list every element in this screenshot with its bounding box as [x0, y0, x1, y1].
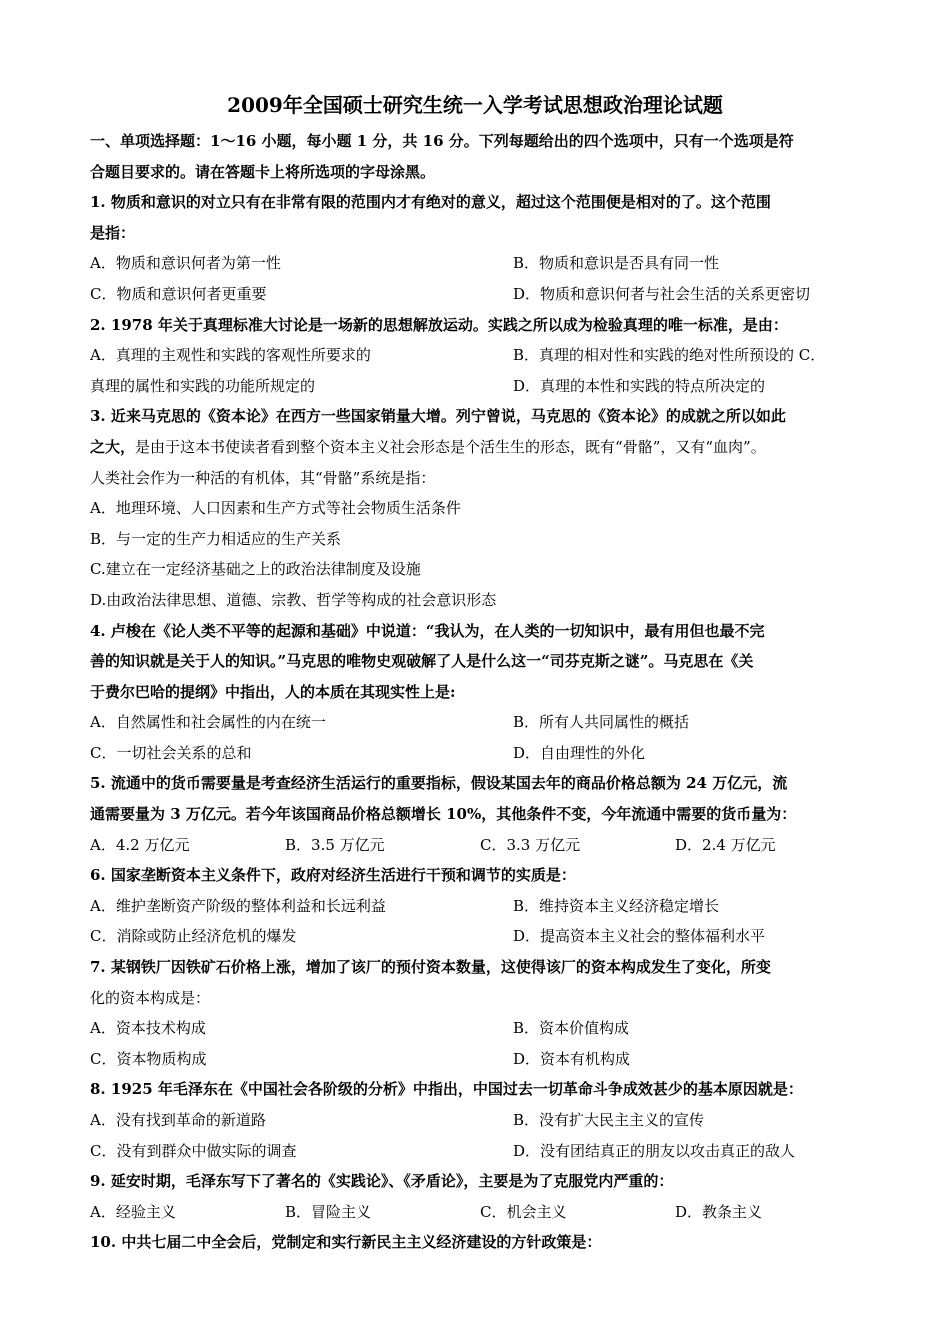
question-7-stem: 7. 某钢铁厂因铁矿石价格上涨，增加了该厂的预付资本数量，这使得该厂的资本构成发生了变化，所变 — [90, 958, 771, 977]
option-b: B．3.5 万亿元 — [285, 835, 385, 854]
option-a: A．维护垄断资产阶级的整体利益和长远利益 — [90, 896, 386, 915]
option-d: D．资本有机构成 — [513, 1049, 631, 1068]
option-c: C．机会主义 — [480, 1202, 567, 1221]
question-7-stem-cont: 化的资本构成是： — [90, 988, 211, 1007]
option-d: D．提高资本主义社会的整体福利水平 — [513, 927, 766, 946]
option-a: A．没有找到革命的新道路 — [90, 1111, 266, 1129]
question-3-stem: 3. 近来马克思的《资本论》在西方一些国家销量大增。列宁曾说，马克思的《资本论》的成就之所以如此 — [90, 407, 786, 426]
question-6-stem: 6. 国家垄断资本主义条件下，政府对经济生活进行干预和调节的实质是： — [90, 866, 576, 885]
option-b: B．与一定的生产力相适应的生产关系 — [90, 529, 342, 548]
option-b: B．维持资本主义经济稳定增长 — [513, 896, 720, 915]
option-d: D.由政治法律思想、道德、宗教、哲学等构成的社会意识形态 — [90, 590, 497, 609]
question-3-stem-regular: 是由于这本书使读者看到整个资本主义社会形态是个活生生的形态，既有“骨骼”，又有“血肉”。 — [135, 437, 766, 456]
option-d: D．教条主义 — [675, 1202, 763, 1221]
question-6-options-cd — [90, 921, 870, 952]
question-3-stem-cont — [90, 432, 870, 463]
option-c: C．一切社会关系的总和 — [90, 743, 252, 762]
question-3-stem-end: 人类社会作为一种活的有机体，其“骨骼”系统是指： — [90, 468, 436, 487]
question-5-stem-cont: 通需要量为 3 万亿元。若今年该国商品价格总额增长 10%，其他条件不变，今年流通中需要的货币量为： — [90, 805, 797, 824]
section-heading-cont: 合题目要求的。请在答题卡上将所选项的字母涂黑。 — [90, 162, 436, 181]
option-d: D．自由理性的外化 — [513, 743, 646, 762]
question-4-stem: 4. 卢梭在《论人类不平等的起源和基础》中说道：“我认为，在人类的一切知识中，最有用但也最不完 — [90, 621, 765, 640]
question-7-options-cd — [90, 1044, 870, 1075]
question-4-stem-end: 于费尔巴哈的提纲》中指出，人的本质在其现实性上是: — [90, 682, 456, 701]
question-9-stem: 9. 延安时期，毛泽东写下了著名的《实践论》、《矛盾论》，主要是为了克服党内严重的： — [90, 1172, 674, 1191]
option-c: C.建立在一定经济基础之上的政治法律制度及设施 — [90, 560, 421, 579]
option-c: C．没有到群众中做实际的调查 — [90, 1141, 297, 1160]
question-1-options-ab — [90, 248, 870, 279]
option-b: B．真理的相对性和实践的绝对性所预设的 C． — [513, 346, 826, 365]
option-c: C．物质和意识何者更重要 — [90, 284, 267, 303]
question-6-options-ab — [90, 891, 870, 922]
question-10-stem: 10. 中共七届二中全会后，党制定和实行新民主主义经济建设的方针政策是： — [90, 1233, 602, 1252]
option-b: B．冒险主义 — [285, 1202, 372, 1221]
option-b: B．所有人共同属性的概括 — [513, 713, 690, 732]
option-a: A．物质和意识何者为第一性 — [90, 254, 281, 273]
section-heading: 一、单项选择题：1～16 小题，每小题 1 分，共 16 分。下列每题给出的四个选项中，只有一个选项是符 — [90, 132, 794, 150]
exam-content — [90, 126, 870, 1258]
question-1-options-cd — [90, 279, 870, 310]
option-a: A．4.2 万亿元 — [90, 835, 190, 854]
option-a: A．地理环境、人口因素和生产方式等社会物质生活条件 — [90, 499, 461, 518]
option-a: A．经验主义 — [90, 1202, 176, 1221]
question-8-options-ab — [90, 1105, 870, 1136]
question-8-stem: 8. 1925 年毛泽东在《中国社会各阶级的分析》中指出，中国过去一切革命斗争成效甚少的基本原因就是： — [90, 1080, 803, 1099]
option-c: 真理的属性和实践的功能所规定的 — [90, 376, 316, 395]
option-b: B．物质和意识是否具有同一性 — [513, 254, 720, 273]
option-a: A．资本技术构成 — [90, 1019, 206, 1038]
option-b: B．资本价值构成 — [513, 1019, 630, 1038]
question-2-options-ab — [90, 340, 870, 371]
question-1-stem-cont: 是指： — [90, 223, 136, 242]
question-7-options-ab — [90, 1013, 870, 1044]
question-4-options-cd — [90, 738, 870, 769]
question-2-stem: 2. 1978 年关于真理标准大讨论是一场新的思想解放运动。实践之所以成为检验真理的唯一标准，是由： — [90, 315, 788, 334]
question-2-options-cd — [90, 371, 870, 402]
option-d: D．真理的本性和实践的特点所决定的 — [513, 376, 766, 395]
page-title: 2009年全国硕士研究生统一入学考试思想政治理论试题 — [227, 93, 723, 117]
question-5-stem: 5. 流通中的货币需要量是考查经济生活运行的重要指标，假设某国去年的商品价格总额为 24 万亿元，流 — [90, 774, 788, 793]
question-1-stem: 1. 物质和意识的对立只有在非常有限的范围内才有绝对的意义，超过这个范围便是相对的了。这个范围 — [90, 193, 771, 212]
option-d: D．2.4 万亿元 — [675, 835, 776, 854]
option-b: B．没有扩大民主主义的宣传 — [513, 1111, 705, 1129]
option-c: C．3.3 万亿元 — [480, 835, 581, 854]
question-8-options-cd — [90, 1136, 870, 1167]
question-5-options — [90, 830, 870, 861]
question-9-options — [90, 1197, 870, 1228]
option-c: C．资本物质构成 — [90, 1049, 207, 1068]
question-4-options-ab — [90, 707, 870, 738]
option-a: A．真理的主观性和实践的客观性所要求的 — [90, 346, 371, 365]
option-d: D．没有团结真正的朋友以攻击真正的敌人 — [513, 1141, 796, 1160]
question-4-stem-cont: 善的知识就是关于人的知识。”马克思的唯物史观破解了人是什么这一“司芬克斯之谜”。马克思在《关 — [90, 652, 754, 671]
option-d: D．物质和意识何者与社会生活的关系更密切 — [513, 284, 811, 303]
option-a: A．自然属性和社会属性的内在统一 — [90, 713, 326, 732]
question-3-stem-bold: 之大， — [90, 437, 136, 456]
option-c: C．消除或防止经济危机的爆发 — [90, 927, 297, 946]
